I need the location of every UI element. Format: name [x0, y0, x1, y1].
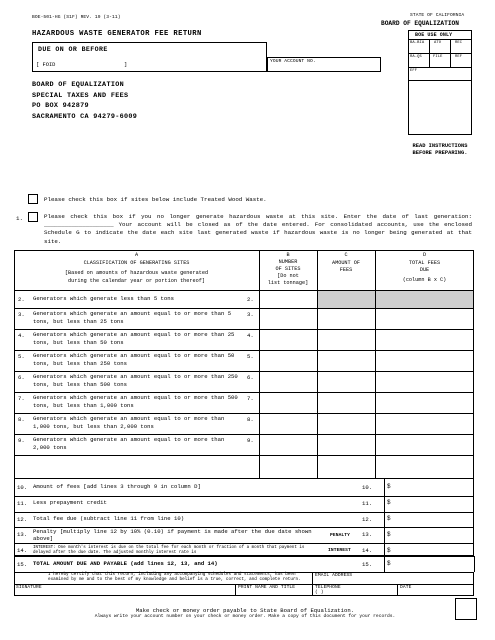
line-10-ref: 10.	[362, 484, 373, 491]
boe-cell-ra: RA-Q5	[410, 55, 422, 59]
penalty-tag: PENALTY	[330, 533, 350, 538]
form-id: BOE-501-HG (S1F) REV. 19 (3-11)	[32, 15, 121, 20]
col-a-sub1: [Based on amounts of hazardous waste generated	[64, 270, 209, 276]
row-5-ref: 5.	[247, 353, 254, 360]
line-15-dollar: $	[387, 560, 391, 567]
line-11-ref: 11.	[362, 500, 373, 507]
certification-text	[48, 572, 310, 583]
row-2-ref: 2.	[247, 296, 254, 303]
account-number-label: YOUR ACCOUNT NO.	[270, 59, 316, 64]
no-longer-generate-text: Please check this box if you no longer generate hazardous waste at this site. Enter the date of last generation: ____________________ Your account will be closed as of the date entered. For consolidated accounts, use the enclosed Schedule G to indicate the date each site last generated waste if hazardous waste is no longer being generated at that site.	[44, 213, 472, 245]
agency-label: BOARD OF EQUALIZATION	[381, 20, 459, 27]
line-15-ref: 15.	[362, 561, 373, 568]
boe-use-only-box	[408, 30, 472, 135]
line-12-number: 12.	[17, 516, 28, 523]
col-b-title2: OF SITES	[275, 266, 301, 272]
print-name-label: PRINT NAME AND TITLE	[238, 585, 296, 590]
no-longer-number: 1.	[16, 215, 23, 222]
col-a-letter: A	[134, 252, 139, 258]
line-11-number: 11.	[17, 500, 28, 507]
no-longer-generate-checkbox[interactable]	[28, 212, 38, 222]
certification-line-1: I hereby certify that this return, including any accompanying schedules and statements, has been	[48, 572, 296, 577]
address-line-1: BOARD OF EQUALIZATION	[32, 81, 124, 89]
row-3-label: Generators which generate an amount equal to or more than 5 tons, but less than 25 tons	[33, 310, 232, 325]
mailing-address	[32, 80, 137, 122]
line-10-dollar: $	[387, 483, 391, 490]
row-4-number: 4.	[18, 332, 25, 339]
col-d-header	[375, 252, 474, 284]
line-11-label: Less prepayment credit	[33, 499, 107, 506]
row-2-number: 2.	[18, 296, 25, 303]
boe-cell-eff: EFF	[410, 69, 418, 73]
row-9-number: 9.	[18, 437, 25, 444]
row-6-label: Generators which generate an amount equal to or more than 250 tons, but less than 500 tons	[33, 373, 238, 388]
col-b-title1: NUMBER	[278, 259, 298, 265]
print-name-field[interactable]	[236, 590, 311, 596]
signature-field[interactable]	[15, 590, 233, 596]
line-14-number: 14.	[17, 547, 28, 554]
line-15-number: 15.	[17, 561, 28, 568]
line-12-dollar: $	[387, 515, 391, 522]
row-6-number: 6.	[18, 374, 25, 381]
line-14-amount-field[interactable]	[395, 544, 473, 555]
line-13-number: 13.	[17, 531, 28, 538]
row-6-ref: 6.	[247, 374, 254, 381]
telephone-label: TELEPHONE	[315, 585, 341, 590]
read-instructions	[408, 143, 472, 157]
col-c-header	[317, 252, 375, 275]
row-2-label: Generators which generate less than 5 tons	[33, 295, 174, 302]
line-10-amount-field[interactable]	[395, 480, 473, 495]
row-7-ref: 7.	[247, 395, 254, 402]
boe-cell-ref: REF	[455, 55, 463, 59]
row-3-number: 3.	[18, 311, 25, 318]
line-13-amount-field[interactable]	[395, 528, 473, 542]
line-12-ref: 12.	[362, 516, 373, 523]
col-a-title: CLASSIFICATION OF GENERATING SITES	[83, 259, 190, 266]
col-d-sub: (column B x C)	[402, 276, 447, 283]
row-4-ref: 4.	[247, 332, 254, 339]
treated-wood-checkbox[interactable]	[28, 194, 38, 204]
form-title: HAZARDOUS WASTE GENERATOR FEE RETURN	[32, 30, 202, 38]
scan-marker-box	[455, 598, 477, 620]
row-9-label: Generators which generate an amount equal to or more than 2,000 tons	[33, 436, 225, 451]
row-8-label: Generators which generate an amount equal to or more than 1,000 tons, but less than 2,000 tons	[33, 415, 225, 430]
address-line-4: SACRAMENTO CA 94279-6009	[32, 112, 138, 121]
col-a-sub2: during the calendar year or portion thereof]	[68, 277, 205, 284]
row-8-ref: 8.	[247, 416, 254, 423]
read-instructions-line-2: BEFORE PREPARING.	[412, 150, 468, 156]
line-11-dollar: $	[387, 499, 391, 506]
col-c-title2: FEES	[339, 267, 353, 273]
date-label: DATE	[400, 585, 412, 590]
col-a-header	[14, 252, 259, 285]
payable-instruction: Make check or money order payable to State Board of Equalization.	[135, 607, 355, 614]
col-b-letter: B	[286, 252, 290, 258]
col-b-sub2: list tonnage]	[267, 280, 309, 286]
line-10-label: Amount of fees [add lines 3 through 9 in column D]	[33, 483, 201, 490]
boe-cell-rec: REC	[455, 41, 463, 45]
row-5-number: 5.	[18, 353, 25, 360]
boe-cell-ato: ATO	[434, 41, 442, 45]
line-13-ref: 13.	[362, 531, 373, 538]
record-instruction: Always write your account number on your check or money order. Make a copy of this document for your records.	[94, 614, 396, 619]
col-c-title1: AMOUNT OF	[331, 259, 361, 266]
col-d-title1: TOTAL FEES	[408, 259, 441, 266]
foid-close: ]	[124, 62, 128, 68]
signature-label: SIGNATURE	[16, 585, 42, 590]
row-8-number: 8.	[18, 416, 25, 423]
row-2-fee-cell	[318, 291, 375, 308]
certification-line-2: examined by me and to the best of my knowledge and belief is a true, correct, and complete return.	[48, 577, 301, 583]
boe-cell-file: FILE	[433, 55, 443, 59]
address-line-3: PO BOX 942879	[32, 102, 89, 110]
boe-cell-ba: BA-BIA	[410, 41, 425, 45]
read-instructions-line-1: READ INSTRUCTIONS	[412, 143, 468, 149]
row-4-label: Generators which generate an amount equal to or more than 25 tons, but less than 50 tons	[33, 331, 235, 346]
foid-open: [ FOID	[36, 62, 56, 68]
col-d-title2: DUE	[419, 267, 430, 273]
email-label: EMAIL ADDRESS	[315, 573, 353, 578]
interest-tag: INTEREST	[328, 548, 351, 553]
row-2-total-cell	[376, 291, 473, 308]
line-14-ref: 14.	[362, 547, 373, 554]
address-line-2: SPECIAL TAXES AND FEES	[32, 91, 129, 100]
row-7-number: 7.	[18, 395, 25, 402]
line-11-amount-field[interactable]	[395, 497, 473, 511]
line-14-dollar: $	[387, 547, 391, 554]
row-5-label: Generators which generate an amount equal to or more than 50 tons, but less than 250 tons	[33, 352, 235, 367]
row-9-ref: 9.	[247, 437, 254, 444]
line-15-label: TOTAL AMOUNT DUE AND PAYABLE (add lines 12, 13, and 14)	[33, 560, 218, 567]
line-10-number: 10.	[17, 484, 28, 491]
line-13-label: Penalty [multiply line 12 by 10% (0.10) if payment is made after the due date shown above]	[33, 528, 312, 542]
telephone-field[interactable]: ( )	[315, 590, 324, 595]
col-b-header	[259, 252, 317, 287]
line-12-amount-field[interactable]	[395, 513, 473, 526]
line-14-label: INTEREST: One month's interest is due on the total fee for each month or fraction of a month that payment is delayed after the due date. The adjusted monthly interest rate is	[33, 546, 305, 555]
treated-wood-label: Please check this box if sites below include Treated Wood Waste.	[44, 196, 267, 203]
boe-use-only-label: BOE USE ONLY	[415, 32, 453, 38]
col-c-letter: C	[344, 252, 348, 258]
email-field[interactable]	[312, 578, 472, 584]
row-7-label: Generators which generate an amount equal to or more than 500 tons, but less than 1,000 tons	[33, 394, 238, 409]
row-3-ref: 3.	[247, 311, 254, 318]
state-label: STATE OF CALIFORNIA	[410, 13, 465, 18]
line-15-amount-field[interactable]	[395, 557, 473, 571]
date-field[interactable]	[398, 590, 473, 596]
due-date-label: DUE ON OR BEFORE	[38, 46, 108, 53]
col-b-sub1: [Do not	[277, 273, 299, 279]
line-13-dollar: $	[387, 531, 391, 538]
line-12-label: Total fee due (subtract line 11 from line 10)	[33, 515, 185, 522]
col-d-letter: D	[422, 252, 427, 258]
